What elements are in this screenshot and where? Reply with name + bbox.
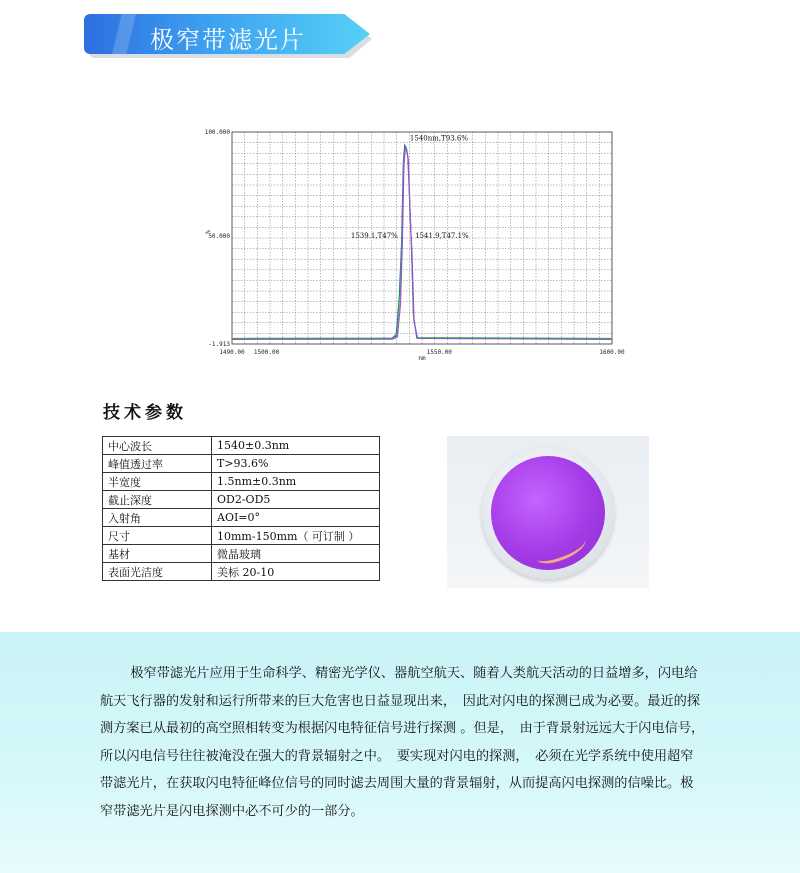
spec-value: 1.5nm±0.3nm [212,473,380,491]
spec-heading: 技术参数 [103,403,187,423]
chart-svg [198,124,625,368]
transmission-spectrum-chart [198,124,625,368]
table-row [103,455,380,473]
spec-value: 1540±0.3nm [212,437,380,455]
spec-value: 10mm-150mm（ 可订制 ） [212,527,380,545]
table-row [103,527,380,545]
y-unit-label: % [205,230,212,234]
table-row [103,491,380,509]
y-tick-label: 100.000 [204,129,230,136]
description-text: 极窄带滤光片应用于生命科学、精密光学仪、器航空航天、随着人类航天活动的日益增多，闪电给航天飞行器的发射和运行所带来的巨大危害也日益显现出来， 因此对闪电的探测已成为必要。最近的探测方案已从最初的高空照相转变为根据闪电特征信号进行探测 。但是， 由于背景射远远大于闪电信号， 所以闪电信号往往被淹没在强大的背景辐射之中。 要实现对闪电的探测， 必须在光学系统中使用超窄带滤光片，在获取闪电特征峰位信号的同时滤去周围大量的背景辐射，从而提高闪电探测的信噪比。极窄带滤光片是闪电探测中必不可少的一部分。 [100,666,711,819]
spec-value: 美标 20-10 [212,563,380,581]
x-tick-label: 1500.00 [253,349,280,356]
x-tick-label: 1550.00 [426,349,452,356]
x-unit-label: nm [418,355,426,362]
y-tick-label: 50.000 [208,233,230,241]
x-tick-label: 1490.00 [219,349,245,356]
spec-value: T>93.6% [212,455,380,473]
title-banner [84,14,380,58]
spec-value: OD2-OD5 [212,491,380,509]
x-tick-label: 1600.00 [599,349,625,356]
spec-table [102,436,380,581]
spec-key: 基材 [103,545,212,563]
filter-lens-photo [447,436,649,588]
spec-key: 入射角 [103,509,212,527]
spec-key: 表面光洁度 [103,563,212,581]
spec-value: AOI=0° [212,509,380,527]
spec-key: 尺寸 [103,527,212,545]
left-edge-annotation: 1539.1,T47% [350,232,398,241]
table-row [103,563,380,581]
spec-key: 截止深度 [103,491,212,509]
table-row [103,437,380,455]
table-row [103,509,380,527]
description-panel [0,632,800,873]
spec-key: 中心波长 [103,437,212,455]
right-edge-annotation: 1541.9,T47.1% [415,232,469,241]
table-row [103,473,380,491]
table-row [103,545,380,563]
spec-key: 峰值透过率 [103,455,212,473]
banner-title: 极窄带滤光片 [150,26,306,54]
spec-key: 半宽度 [103,473,212,491]
y-tick-label: -1.913 [208,341,230,348]
spec-value: 微晶玻璃 [212,545,380,563]
peak-annotation: 1540nm,T93.6% [409,134,469,143]
